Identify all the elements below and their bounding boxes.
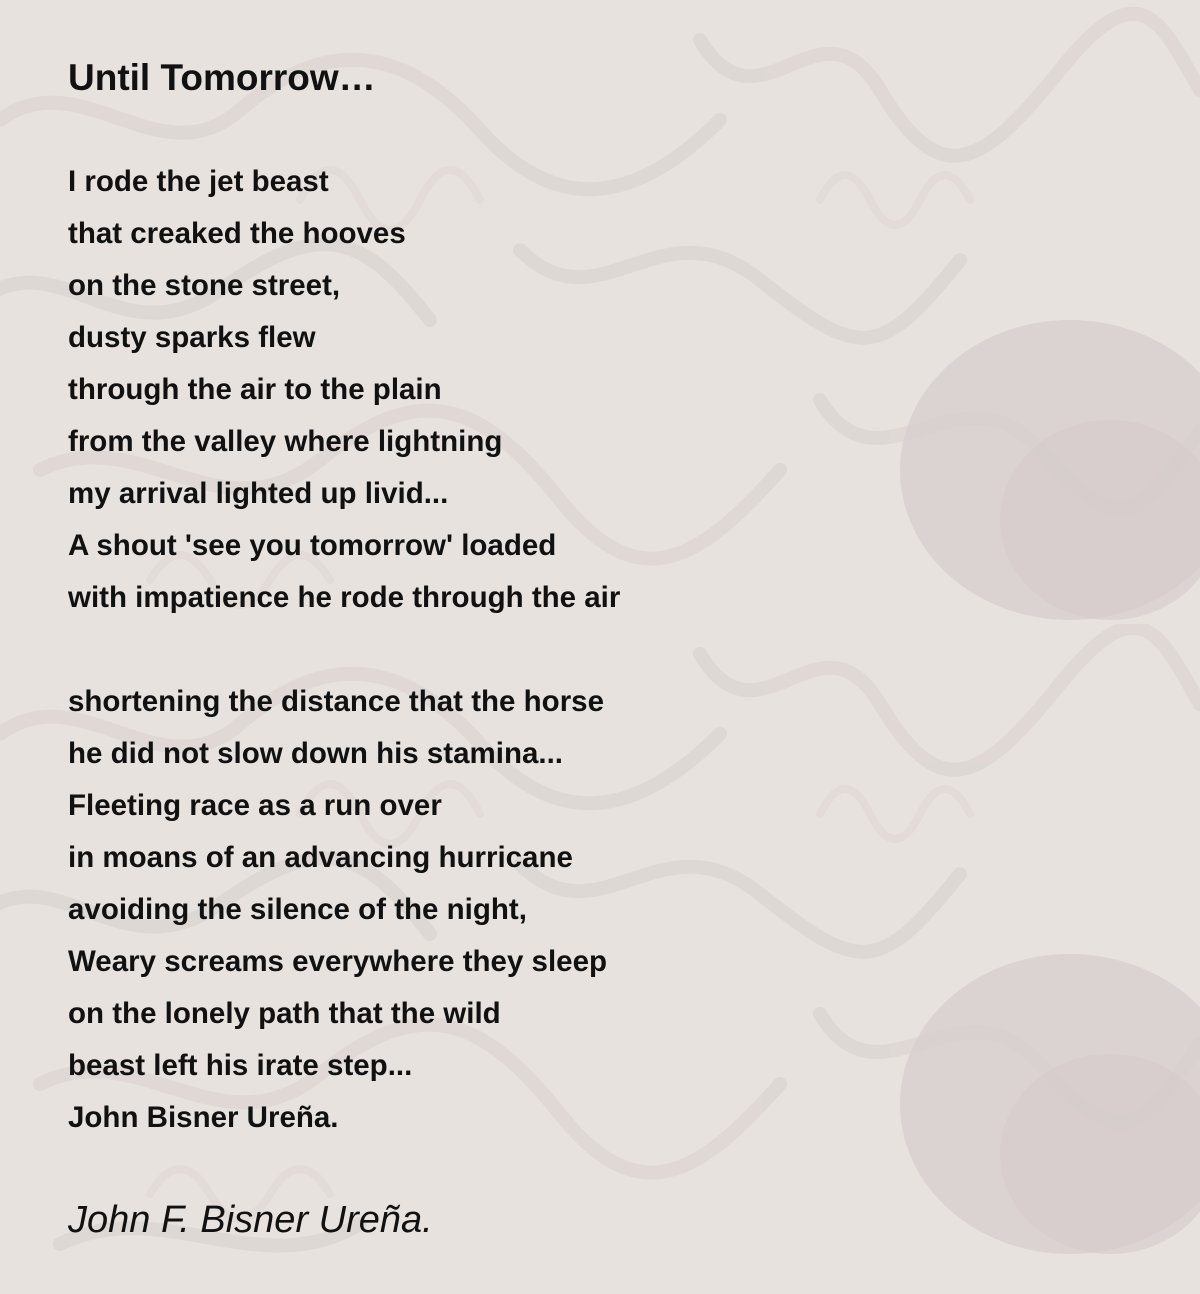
poem-line: my arrival lighted up livid... [68, 477, 449, 510]
poem-line: he did not slow down his stamina... [68, 737, 563, 770]
poem-line: through the air to the plain [68, 373, 442, 406]
poem-line: on the stone street, [68, 269, 341, 302]
poem-line: from the valley where lightning [68, 425, 503, 458]
poem-author: John F. Bisner Ureña. [68, 1199, 433, 1241]
poem-line: I rode the jet beast [68, 165, 329, 198]
poem-line: dusty sparks flew [68, 321, 316, 354]
poem-line: that creaked the hooves [68, 217, 406, 250]
poem-line: in moans of an advancing hurricane [68, 841, 573, 874]
poem-line: avoiding the silence of the night, [68, 893, 527, 926]
poem-line: A shout 'see you tomorrow' loaded [68, 529, 557, 562]
poem-line: Fleeting race as a run over [68, 789, 442, 822]
poem-line: on the lonely path that the wild [68, 997, 501, 1030]
poem-line: John Bisner Ureña. [68, 1101, 339, 1134]
poem-line: Weary screams everywhere they sleep [68, 945, 607, 978]
poem-line: beast left his irate step... [68, 1049, 413, 1082]
poem-stanza [68, 156, 620, 624]
poem-stanza [68, 676, 607, 1144]
poem-line: shortening the distance that the horse [68, 685, 604, 718]
poem-title: Until Tomorrow… [68, 57, 376, 98]
poem-line: with impatience he rode through the air [68, 581, 621, 614]
